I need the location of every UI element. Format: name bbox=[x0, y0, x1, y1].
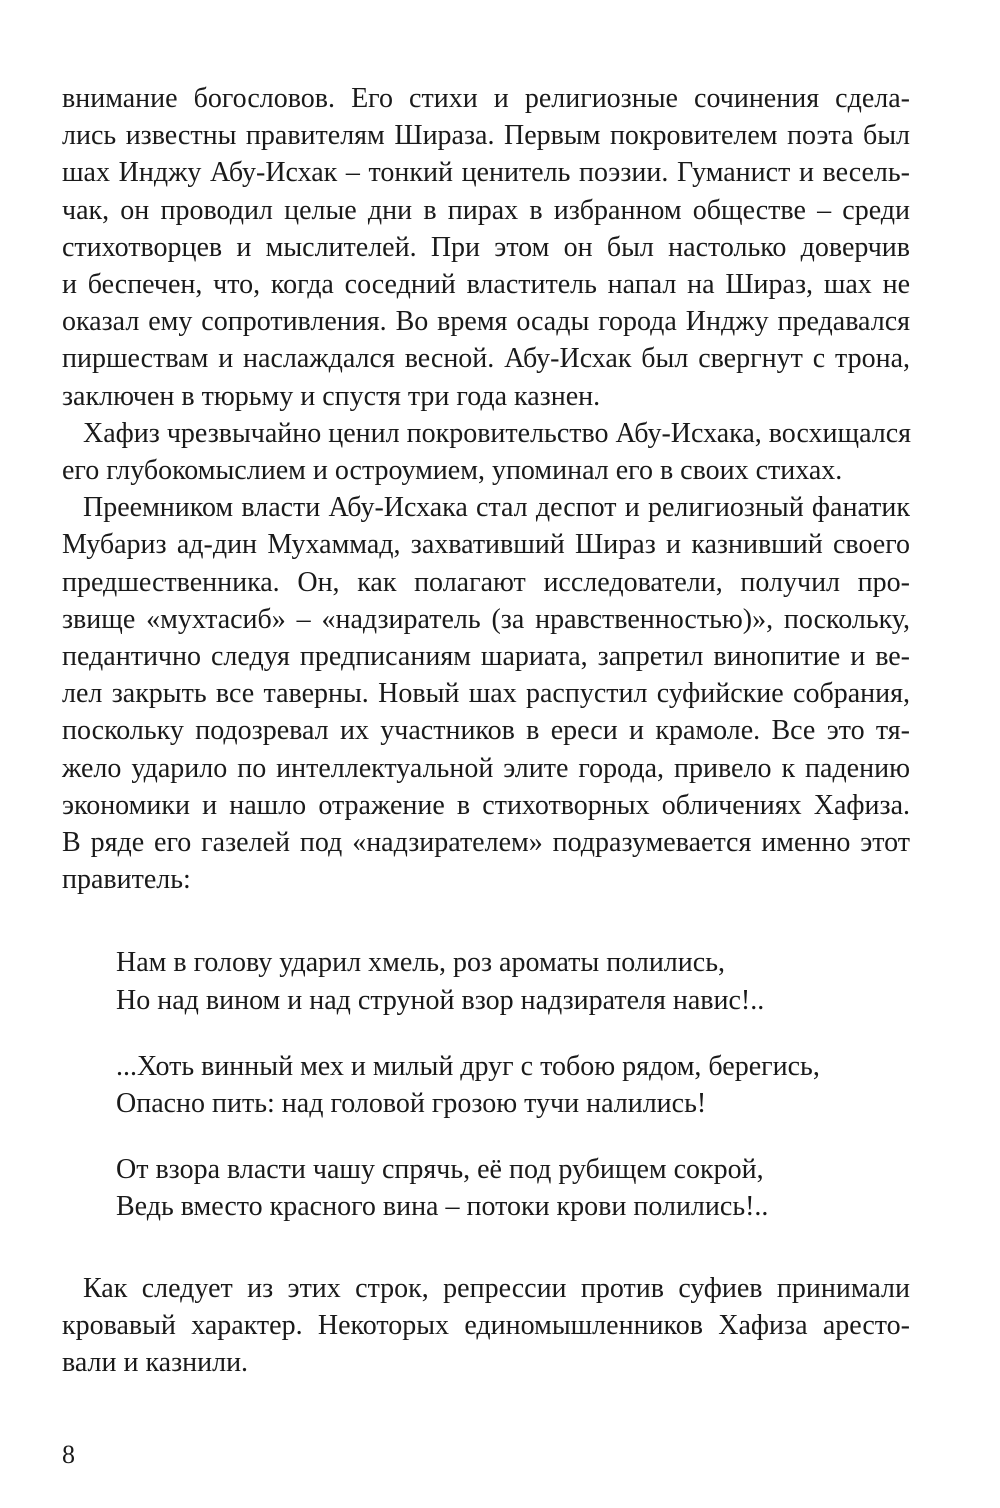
text-line: экономики и нашло отражение в стихотворных обличениях Хафиза. bbox=[62, 789, 910, 821]
stanza bbox=[116, 1048, 910, 1122]
text-line: В ряде его газелей под «надзирателем» подразумевается именно этот bbox=[62, 827, 910, 859]
text-line: стихотворцев и мыслителей. При этом он был настолько доверчив bbox=[62, 231, 910, 263]
text-line: предшественника. Он, как полагают исследователи, получил про- bbox=[62, 566, 910, 598]
text-line: звище «мухтасиб» – «надзиратель (за нравственностью)», поскольку, bbox=[62, 603, 910, 635]
text-line: шах Инджу Абу-Исхак – тонкий ценитель поэзии. Гуманист и весель- bbox=[62, 157, 910, 189]
stanza bbox=[116, 944, 910, 1018]
page-body bbox=[62, 80, 910, 1381]
verse-line: От взора власти чашу спрячь, её под рубищем сокрой, bbox=[116, 1154, 764, 1186]
paragraph-2 bbox=[62, 415, 910, 489]
text-line: внимание богословов. Его стихи и религиозные сочинения сдела- bbox=[62, 83, 910, 114]
text-line: кровавый характер. Некоторых единомышленников Хафиза аресто- bbox=[62, 1309, 910, 1341]
stanza bbox=[116, 1151, 910, 1225]
text-line: Как следует из этих строк, репрессии против суфиев принимали bbox=[83, 1272, 910, 1304]
page-number: 8 bbox=[62, 1440, 75, 1469]
text-line: педантично следуя предписаниям шариата, запретил винопитие и ве- bbox=[62, 641, 910, 673]
text-line: чак, он проводил целые дни в пирах в избранном обществе – среди bbox=[62, 194, 910, 226]
text-line: оказал ему сопротивления. Во время осады города Инджу предавался bbox=[62, 306, 910, 338]
paragraph-1 bbox=[62, 80, 910, 415]
verse-line: Но над вином и над струной взор надзирателя навис!.. bbox=[116, 984, 765, 1016]
paragraph-closing bbox=[62, 1270, 910, 1382]
poem-quote bbox=[62, 944, 910, 1225]
paragraph-3 bbox=[62, 489, 910, 898]
text-line: жело ударило по интеллектуальной элите города, привело к падению bbox=[62, 752, 910, 784]
text-line: заключен в тюрьму и спустя три года казнен. bbox=[62, 380, 601, 412]
text-line: вали и казнили. bbox=[62, 1347, 249, 1379]
text-line: правитель: bbox=[62, 864, 191, 896]
text-line: Преемником власти Абу-Исхака стал деспот и религиозный фанатик bbox=[83, 492, 910, 524]
verse-line: Опасно пить: над головой грозою тучи налились! bbox=[116, 1088, 707, 1120]
verse-line: ...Хоть винный мех и милый друг с тобою рядом, берегись, bbox=[116, 1050, 820, 1082]
text-line: пиршествам и наслаждался весной. Абу-Исхак был свергнут с трона, bbox=[62, 343, 910, 375]
text-line: лись известны правителям Шираза. Первым покровителем поэта был bbox=[62, 120, 910, 152]
text-line: Хафиз чрезвычайно ценил покровительство Абу-Исхака, восхищался bbox=[83, 417, 912, 449]
text-line: лел закрыть все таверны. Новый шах распустил суфийские собрания, bbox=[62, 678, 910, 710]
verse-line: Ведь вместо красного вина – потоки крови полились!.. bbox=[116, 1191, 769, 1223]
text-line: поскольку подозревал их участников в ереси и крамоле. Все это тя- bbox=[62, 715, 910, 747]
text-line: и беспечен, что, когда соседний властитель напал на Шираз, шах не bbox=[62, 269, 910, 301]
verse-line: Нам в голову ударил хмель, роз ароматы полились, bbox=[116, 947, 725, 979]
text-line: его глубокомыслием и остроумием, упоминал его в своих стихах. bbox=[62, 455, 843, 487]
text-line: Мубариз ад-дин Мухаммад, захвативший Шираз и казнивший своего bbox=[62, 529, 910, 561]
